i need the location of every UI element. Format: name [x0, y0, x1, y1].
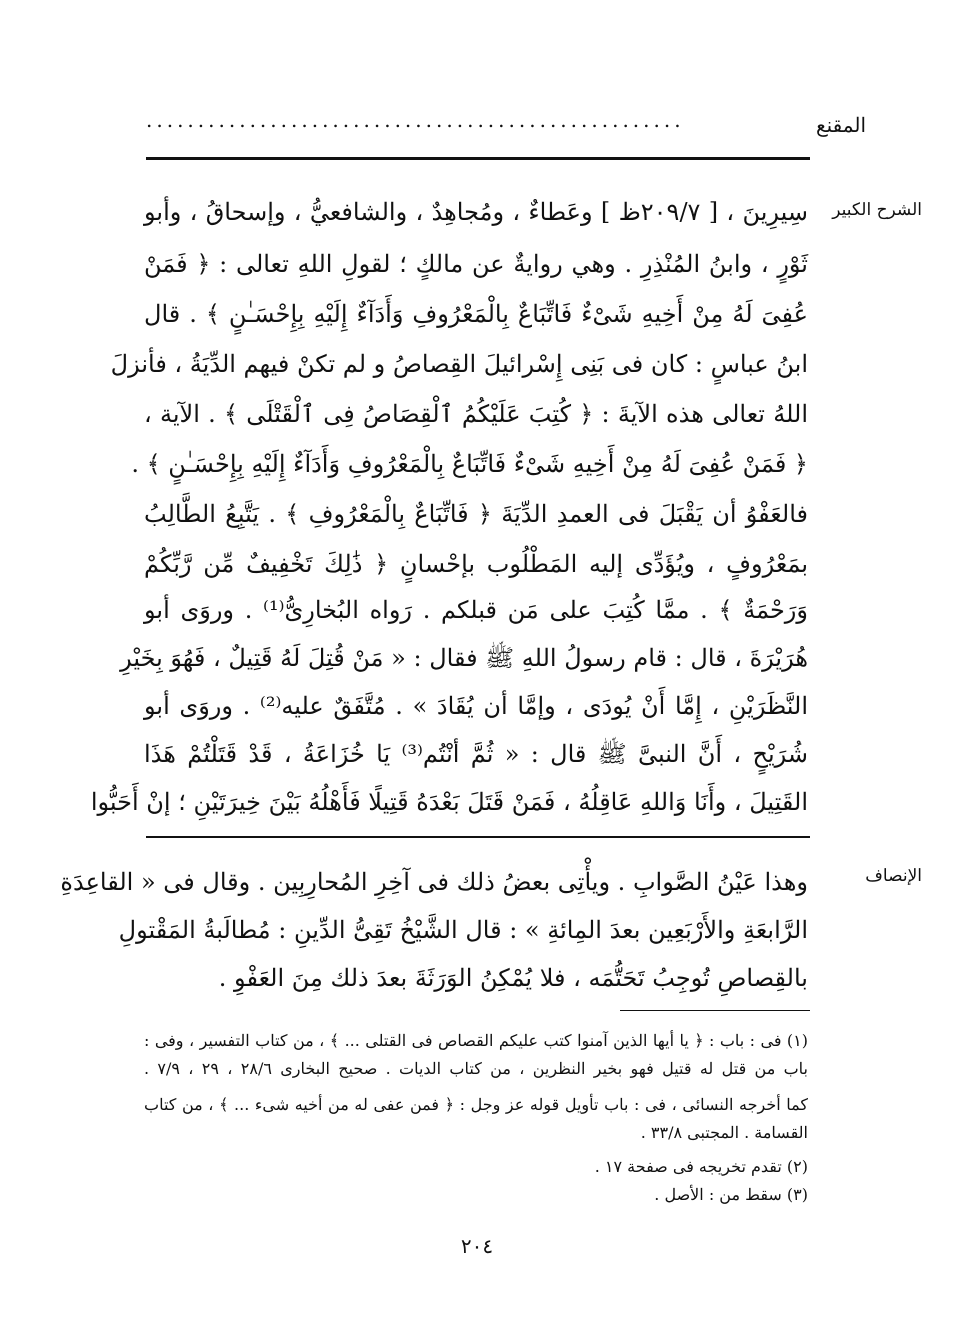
footnote-line: القسامة . المجتبى ٣٣/٨ .: [640, 1123, 808, 1142]
body-line: شُرَيْحٍ ، أَنَّ النبىَّ ﷺ قال : « ثُمَّ أنْتُم⁽³⁾ يَا خُزَاعَةُ ، قَدْ قَتَلْتُمْ هَذَا: [144, 740, 808, 768]
side-label-sharh: الشرح الكبير: [832, 200, 922, 220]
body-line: ابنُ عباسٍ : كان فى بَنِى إِسْرائيلَ القِصاصُ و لم تكنْ فيهم الدِّيَةُ ، فأنزلَ: [110, 350, 808, 378]
insaf-line: الرَّابعَةِ والأَرْبَعِين بعدَ المِائةِ » : قال الشَّيْخُ تَقِىُّ الدِّينِ : مُطالَبةُ المَقْتولِ: [118, 916, 808, 944]
footnote-line: (٢) تقدم تخريجه فى صفحة ١٧ .: [594, 1157, 808, 1176]
footnote-line: (١) فى : باب : ﴿ يا أيها الذين آمنوا كتب عليكم القصاص فى القتلى ... ﴾ ، من كتاب التفسير ، وفى :: [144, 1031, 808, 1050]
insaf-line: بالقِصاصِ تُوجِبُ تَحَتُّمَه ، فلا يُمْكِنُ الوَرَثَةَ بعدَ ذلك مِنَ العَفْوِ .: [218, 964, 808, 992]
footnote-rule: [620, 1010, 810, 1011]
page-header-title: المقنع: [815, 113, 866, 137]
section-divider: [146, 836, 810, 838]
body-line: النَّظَرَيْنِ ، إِمَّا أَنْ يُودَى ، وإمَّا أن يُقَادَ » . مُتَّفَقٌ عليه⁽²⁾ . وروَى أبو: [144, 692, 808, 720]
body-line: ثَوْرٍ ، وابنُ المُنْذِرِ . وهي روايةٌ عن مالكٍ ؛ لقولِ اللهِ تعالى : ﴿ فَمَنْ: [144, 250, 808, 278]
body-line: سِيرِينَ ، [ ٢٠٩/٧ظ ] وعَطاءٌ ، ومُجاهِدٌ ، والشافعيُّ ، وإسحاقُ ، وأبو: [144, 198, 808, 226]
body-line: عُفِىَ لَهُ مِنْ أَخِيهِ شَىْءٌ فَاتِّبَاعٌ بِالْمَعْرُوفِ وَأَدَآءٌ إِلَيْهِ بِإِحْسَـٰنٍ ﴾ . قال: [144, 300, 808, 328]
body-line: ﴿ فَمَنْ عُفِىَ لَهُ مِنْ أَخِيهِ شَىْءٌ فَاتِّبَاعٌ بِالْمَعْرُوفِ وَأَدَآءٌ إِلَيْهِ بِإِحْسَـٰنٍ ﴾ .: [131, 450, 808, 478]
body-line: القَتِيلَ ، وأَنَا وَاللهِ عَاقِلُهُ ، فَمَنْ قَتَلَ بَعْدَهُ قَتِيلًا فَأَهْلُهُ بَيْنَ خِيرَتَيْنِ ؛ إنْ أَحَبُّوا: [90, 788, 808, 816]
body-line: بمَعْرُوفٍ ، ويُؤَدِّى إليه المَطْلُوب بإحْسانٍ ﴿ ذَٰلِكَ تَخْفِيفٌ مِّن رَّبِّكُمْ: [144, 550, 808, 578]
body-line: اللهُ تعالى هذه الآيةَ : ﴿ كُتِبَ عَلَيْكُمُ ٱلْقِصَاصُ فِى ٱلْقَتْلَى ﴾ . الآية ،: [144, 400, 808, 428]
header-rule: [146, 157, 810, 160]
footnote-line: كما أخرجه النسائى ، فى : باب تأويل قوله عز وجل : ﴿ فمن عفى له من أخيه شىء ... ﴾ ، من كتاب: [144, 1095, 808, 1114]
footnote-line: باب من قتل له قتيل فهو بخير النظرين ، من كتاب الديات . صحيح البخارى ٢٨/٦ ، ٢٩ ، ٧/٩ .: [144, 1059, 808, 1078]
body-line: وَرَحْمَةٌ ﴾ . ممَّا كُتِبَ على مَن قبلكم . رَواه البُخارِىُّ⁽¹⁾ . وروَى أبو: [144, 596, 808, 624]
footnote-line: (٣) سقط من : الأصل .: [654, 1185, 808, 1204]
insaf-line: وهذا عَيْنُ الصَّوابِ . ويأْتِى بعضُ ذلك فى آخِرِ المُحارِبِين . وقال فى « القاعِدَةِ: [60, 868, 808, 896]
body-line: هُرَيْرَةَ ، قال : قام رسولُ اللهِ ﷺ فقال : « مَنْ قُتِلَ لَهُ قَتِيلٌ ، فَهُوَ بِخَيْرِ: [120, 644, 808, 672]
side-label-insaf: الإنصاف: [865, 866, 922, 886]
body-line: فالعَفْوُ أن يَقْبَلَ فى العمدِ الدِّيَةَ ﴿ فَاتِّبَاعٌ بِالْمَعْرُوفِ ﴾ . يَتَّبِعُ الطَّالِبُ: [144, 500, 808, 528]
page-number: ٢٠٤: [460, 1234, 494, 1258]
header-dotted-leader: ....................................................: [146, 108, 685, 132]
